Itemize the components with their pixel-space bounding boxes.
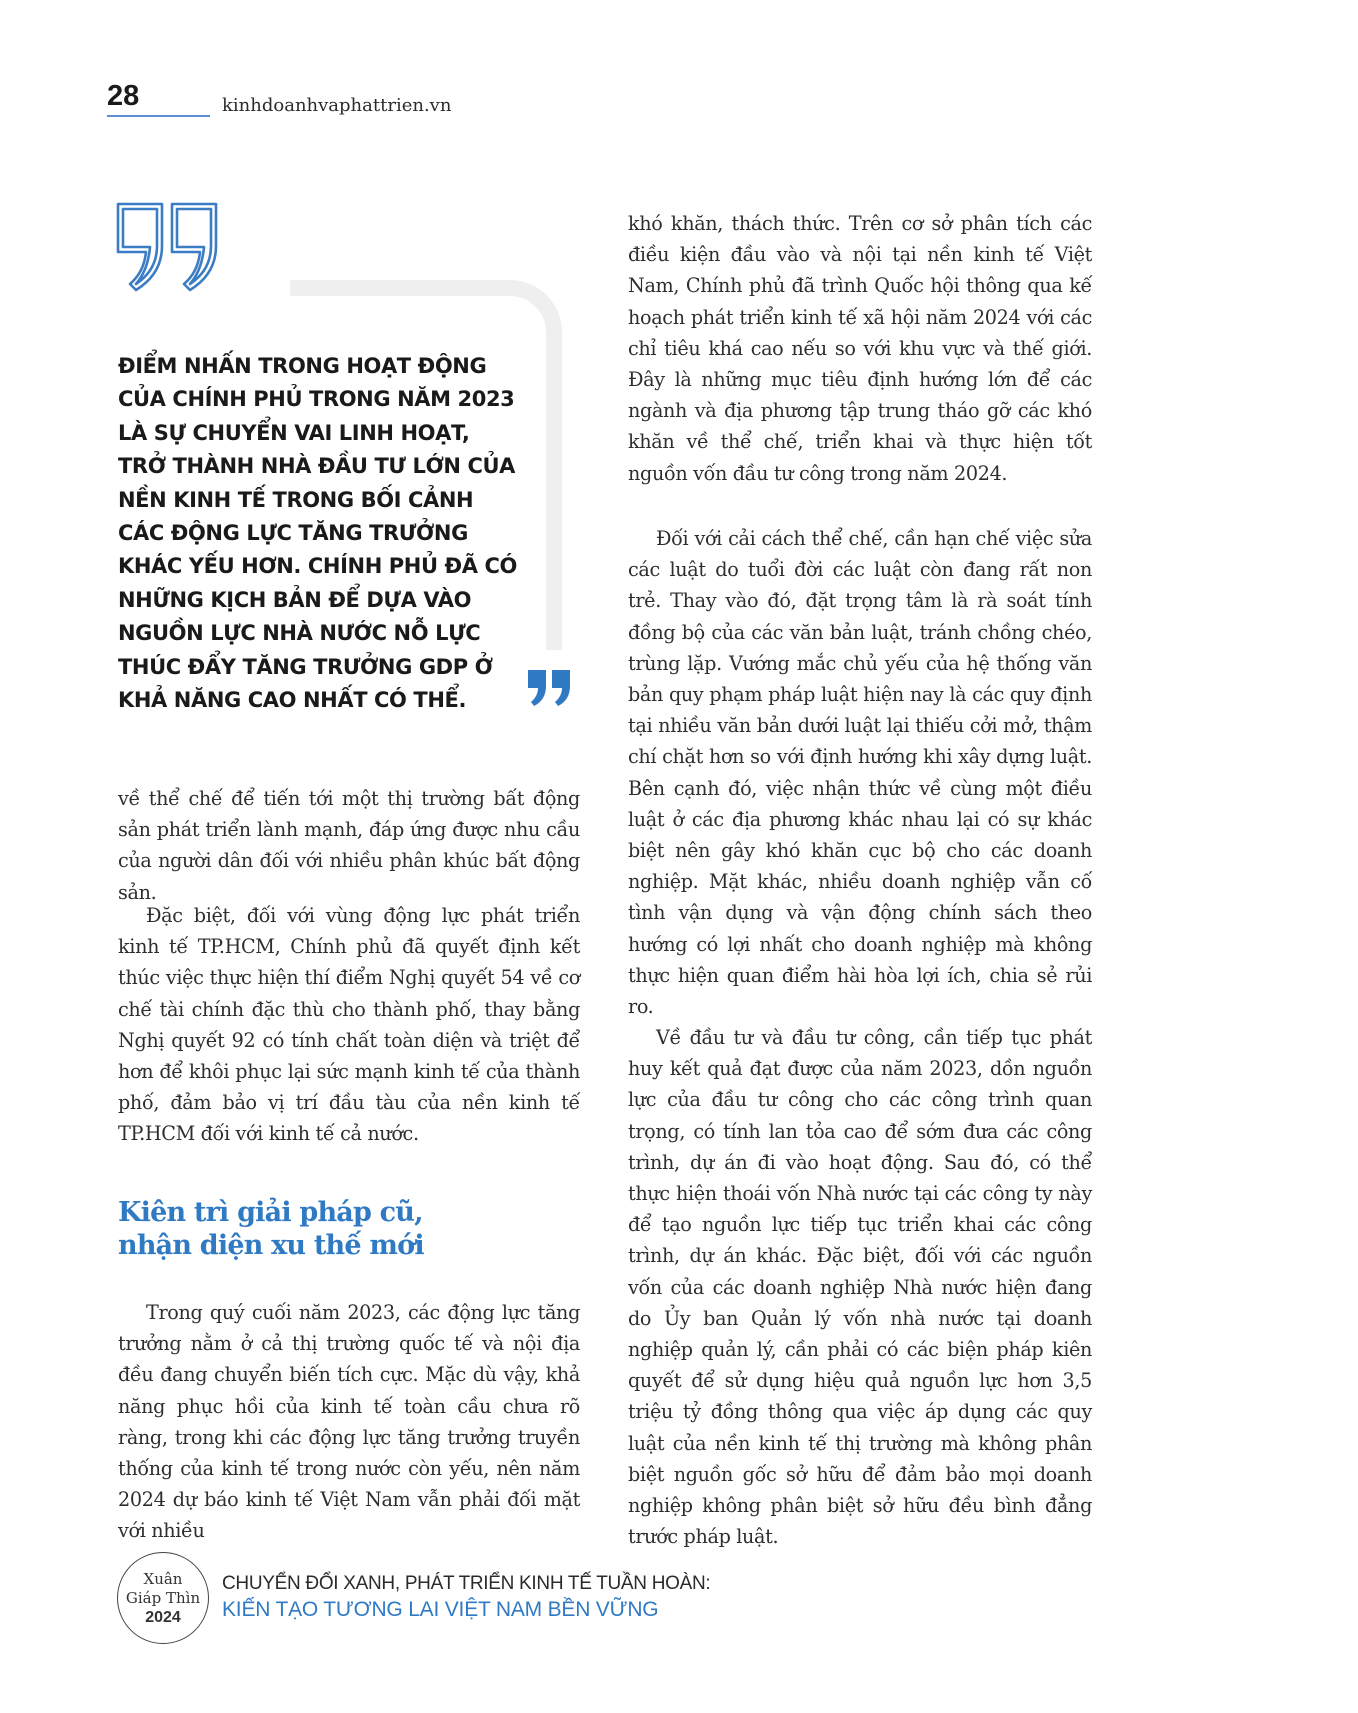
section-heading-line-2: nhận diện xu thế mới [118,1230,424,1261]
page-number: 28 [107,80,140,112]
badge-line-2: Giáp Thìn [125,1588,201,1607]
right-paragraph-1: khó khăn, thách thức. Trên cơ sở phân tích các điều kiện đầu vào và nội tại nền kinh tế Việt Nam, Chính phủ đã trình Quốc hội thông qua kế hoạch phát triển kinh tế xã hội năm 2024 với các chỉ tiêu khá cao nếu so với khu vực và thế giới. Đây là những mục tiêu định hướng lớn để các ngành và địa phương tập trung tháo gỡ các khó khăn về thể chế, triển khai và thực hiện tốt nguồn vốn đầu tư công trong năm 2024. [628,212,1092,485]
close-quote-icon [528,670,572,706]
footer-title-line-1: CHUYỂN ĐỔI XANH, PHÁT TRIỂN KINH TẾ TUẦN HOÀN: [222,1573,711,1594]
left-paragraph-3: Trong quý cuối năm 2023, các động lực tăng trưởng nằm ở cả thị trường quốc tế và nội địa đều đang chuyển biến tích cực. Mặc dù vậy, khả năng phục hồi của kinh tế toàn cầu chưa rõ ràng, trong khi các động lực tăng trưởng truyền thống của kinh tế trong nước còn yếu, nên năm 2024 dự báo kinh tế Việt Nam vẫn phải đối mặt với nhiều [118,1301,580,1543]
open-quote-outline-icon [114,200,224,292]
badge-year: 2024 [145,1608,181,1626]
section-heading [118,1196,588,1262]
section-heading-line-1: Kiên trì giải pháp cũ, [118,1197,423,1228]
pull-quote-text: ĐIỂM NHẤN TRONG HOẠT ĐỘNG CỦA CHÍNH PHỦ TRONG NĂM 2023 LÀ SỰ CHUYỂN VAI LINH HOẠT, TRỞ THÀNH NHÀ ĐẦU TƯ LỚN CỦA NỀN KINH TẾ TRONG BỐI CẢNH CÁC ĐỘNG LỰC TĂNG TRƯỞNG KHÁC YẾU HƠN. CHÍNH PHỦ ĐÃ CÓ NHỮNG KỊCH BẢN ĐỂ DỰA VÀO NGUỒN LỰC NHÀ NƯỚC NỖ LỰC THÚC ĐẨY TĂNG TRƯỞNG GDP Ở KHẢ NĂNG CAO NHẤT CÓ THỂ. [118,354,517,713]
left-paragraph-1: về thể chế để tiến tới một thị trường bất động sản phát triển lành mạnh, đáp ứng được nhu cầu của người dân đối với nhiều phân khúc bất động sản. [118,787,580,904]
left-paragraph-2: Đặc biệt, đối với vùng động lực phát triển kinh tế TP.HCM, Chính phủ đã quyết định kết thúc việc thực hiện thí điểm Nghị quyết 54 về cơ chế tài chính đặc thù cho thành phố, thay bằng Nghị quyết 92 có tính chất toàn diện và triệt để hơn để khôi phục lại sức mạnh kinh tế của thành phố, đảm bảo vị trí đầu tàu của nền kinh tế TP.HCM đối với kinh tế cả nước. [118,904,580,1146]
edition-badge [117,1552,209,1644]
right-paragraph-2: Đối với cải cách thể chế, cần hạn chế việc sửa các luật do tuổi đời các luật còn đang rất non trẻ. Thay vào đó, đặt trọng tâm là rà soát tính đồng bộ của các văn bản luật, tránh chồng chéo, trùng lặp. Vướng mắc chủ yếu của hệ thống văn bản quy phạm pháp luật hiện nay là các quy định tại nhiều văn bản dưới luật lại thiếu cởi mở, thậm chí chặt hơn so với định hướng khi xây dựng luật. Bên cạnh đó, việc nhận thức về cùng một điều luật ở các địa phương khác nhau lại có sự khác biệt nên gây khó khăn cục bộ cho các doanh nghiệp. Mặt khác, nhiều doanh nghiệp vẫn cố tình vận dụng và vận động chính sách theo hướng có lợi nhất cho doanh nghiệp mà không thực hiện quan điểm hài hòa lợi ích, chia sẻ rủi ro. [628,527,1092,1019]
right-paragraph-3: Về đầu tư và đầu tư công, cần tiếp tục phát huy kết quả đạt được của năm 2023, dồn nguồn lực của đầu tư công cho các công trình quan trọng, có tính lan tỏa cao để sớm đưa các công trình, dự án đi vào hoạt động. Sau đó, có thể thực hiện thoái vốn Nhà nước tại các công ty này để tạo nguồn lực tiếp tục triển khai các công trình, dự án khác. Đặc biệt, đối với các nguồn vốn của các doanh nghiệp Nhà nước hiện đang do Ủy ban Quản lý vốn nhà nước tại doanh nghiệp quản lý, cần phải có các biện pháp kiên quyết để sử dụng hiệu quả nguồn lực hơn 3,5 triệu tỷ đồng thông qua việc áp dụng các quy luật của nền kinh tế thị trường mà không phân biệt nguồn gốc sở hữu để đảm bảo mọi doanh nghiệp không phân biệt sở hữu đều bình đẳng trước pháp luật. [628,1026,1092,1549]
page-number-rule [107,115,210,117]
footer-title-line-2: KIẾN TẠO TƯƠNG LAI VIỆT NAM BỀN VỮNG [222,1598,659,1621]
site-url: kinhdoanhvaphattrien.vn [222,95,452,116]
badge-line-1: Xuân [143,1569,183,1588]
